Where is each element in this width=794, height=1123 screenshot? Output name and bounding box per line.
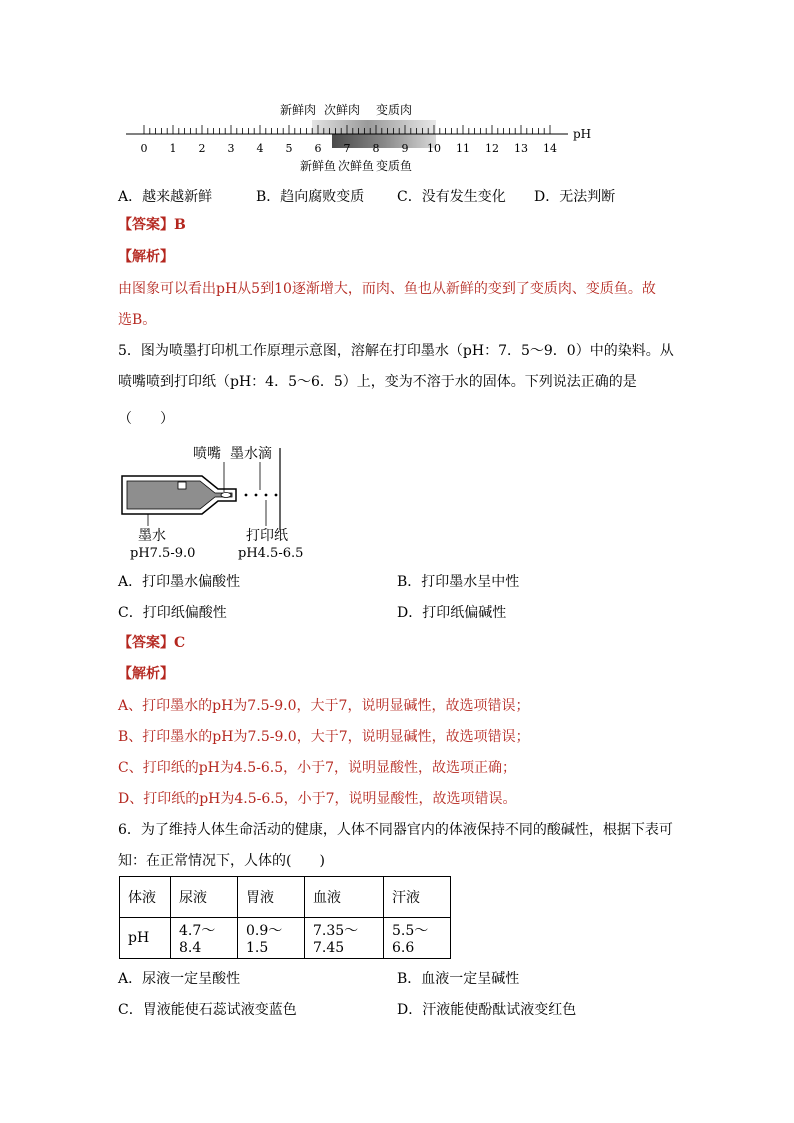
- q6-stem-line2: 知：在正常情况下，人体的( ): [118, 853, 325, 869]
- cartridge-vent: [178, 482, 186, 489]
- ph-scale-figure: [120, 98, 600, 178]
- table-cell: pH: [120, 918, 171, 959]
- nozzle-label: 喷嘴: [193, 446, 221, 462]
- scale-ticks: [144, 125, 550, 134]
- tick-label: 3: [227, 142, 235, 155]
- tick-label: 1: [169, 142, 177, 155]
- tick-label: 11: [456, 142, 470, 155]
- label-secondary-fish: 次鲜鱼: [338, 159, 375, 173]
- table-row: [120, 877, 451, 918]
- q4-option-c: C．没有发生变化: [397, 189, 506, 205]
- table-cell: 血液: [305, 877, 384, 918]
- q4-option-d: D．无法判断: [534, 189, 616, 205]
- table-cell: 7.35～7.45: [305, 918, 384, 959]
- body-fluid-ph-table: [119, 876, 451, 959]
- tick-label: 10: [427, 142, 441, 155]
- tick-label: 9: [401, 142, 409, 155]
- q4-option-b: B．趋向腐败变质: [256, 189, 365, 205]
- tick-label: 5: [285, 142, 293, 155]
- q5-option-c: C．打印纸偏酸性: [118, 605, 227, 621]
- q5-option-d: D．打印纸偏碱性: [397, 605, 507, 621]
- q5-option-a: A．打印墨水偏酸性: [118, 574, 241, 590]
- q4-option-a: A．越来越新鲜: [118, 189, 213, 205]
- q6-option-a: A．尿液一定呈酸性: [118, 971, 241, 987]
- q6-stem-line1: 6．为了维持人体生命活动的健康，人体不同器官内的体液保持不同的酸碱性，根据下表可: [118, 822, 673, 838]
- scale-tick-labels: [141, 142, 558, 155]
- tick-label: 14: [543, 142, 557, 155]
- tick-label: 4: [256, 142, 264, 155]
- q4-analysis-line2: 选B。: [118, 312, 157, 328]
- q5-analysis-b: B、打印墨水的pH为7.5-9.0，大于7，说明显碱性，故选项错误；: [118, 729, 530, 745]
- ink-ph-label: pH7.5-9.0: [130, 546, 196, 561]
- table-cell: 体液: [120, 877, 171, 918]
- q5-analysis-title: 【解析】: [118, 666, 174, 682]
- q4-analysis-title: 【解析】: [118, 249, 174, 265]
- q5-analysis-d: D、打印纸的pH为4.5-6.5，小于7，说明显酸性，故选项错误。: [118, 791, 517, 807]
- printer-diagram: [118, 440, 318, 565]
- ink-droplet: [265, 494, 268, 497]
- table-cell: 尿液: [171, 877, 238, 918]
- q5-stem-line2: 喷嘴喷到打印纸（pH：4．5～6．5）上，变为不溶于水的固体。下列说法正确的是: [118, 374, 637, 390]
- droplet-label: 墨水滴: [230, 446, 272, 462]
- tick-label: 6: [314, 142, 322, 155]
- ink-droplet: [245, 494, 248, 497]
- q6-option-c: C．胃液能使石蕊试液变蓝色: [118, 1002, 297, 1018]
- tick-label: 2: [198, 142, 206, 155]
- scale-unit: pH: [573, 127, 592, 141]
- ink-label: 墨水: [138, 528, 166, 544]
- tick-label: 12: [485, 142, 499, 155]
- table-cell: 0.9～1.5: [238, 918, 305, 959]
- tick-label: 7: [343, 142, 351, 155]
- q4-analysis-line1: 由图象可以看出pH从5到10逐渐增大，而肉、鱼也从新鲜的变到了变质肉、变质鱼。故: [118, 281, 656, 297]
- label-secondary-meat: 次鲜肉: [324, 103, 361, 117]
- ph-scale-svg: [120, 98, 600, 178]
- q5-option-b: B．打印墨水呈中性: [397, 574, 520, 590]
- paper-label: 打印纸: [246, 528, 288, 544]
- q6-option-b: B．血液一定呈碱性: [397, 971, 520, 987]
- printer-diagram-svg: [118, 440, 318, 565]
- label-spoiled-meat: 变质肉: [376, 103, 413, 117]
- q5-answer: 【答案】C: [118, 635, 186, 651]
- label-spoiled-fish: 变质鱼: [376, 159, 413, 173]
- table-row: [120, 918, 451, 959]
- label-fresh-meat: 新鲜肉: [280, 103, 317, 117]
- ink-droplet: [275, 494, 278, 497]
- label-fresh-fish: 新鲜鱼: [300, 159, 337, 173]
- table-cell: 胃液: [238, 877, 305, 918]
- q4-answer: 【答案】B: [118, 217, 186, 233]
- tick-label: 13: [514, 142, 528, 155]
- tick-label: 8: [372, 142, 380, 155]
- q5-analysis-a: A、打印墨水的pH为7.5-9.0，大于7，说明显碱性，故选项错误；: [118, 698, 530, 714]
- ink-droplet: [255, 494, 258, 497]
- table-cell: 4.7～8.4: [171, 918, 238, 959]
- tick-label: 0: [140, 142, 148, 155]
- q5-analysis-c: C、打印纸的pH为4.5-6.5，小于7，说明显酸性，故选项正确；: [118, 760, 517, 776]
- q5-stem-line1: 5．图为喷墨打印机工作原理示意图，溶解在打印墨水（pH：7．5～9．0）中的染料。从: [118, 343, 674, 359]
- q6-option-d: D．汗液能使酚酞试液变红色: [397, 1002, 577, 1018]
- nozzle-opening: [221, 493, 231, 498]
- q5-stem-line3: （ ）: [118, 411, 174, 427]
- meat-band: [312, 120, 436, 134]
- table-cell: 汗液: [384, 877, 451, 918]
- paper-ph-label: pH4.5-6.5: [238, 546, 304, 561]
- table-cell: 5.5～6.6: [384, 918, 451, 959]
